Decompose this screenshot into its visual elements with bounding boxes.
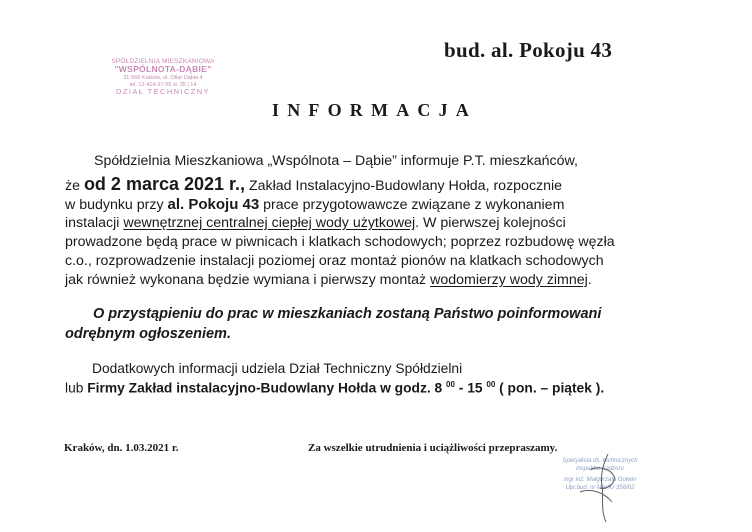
paragraph-line-3 xyxy=(65,196,564,213)
stamp-line-5: DZIAŁ TECHNICZNY xyxy=(116,86,210,96)
info-line-2-pre: lub xyxy=(65,380,88,396)
hours-start-minutes: 00 xyxy=(446,380,455,389)
paragraph-line-7-post: . xyxy=(587,272,592,288)
stamp-line-4: tel. 12-414-37-55 w. 35 | 14 xyxy=(129,81,197,88)
paragraph-line-3-post: prace przygotowawcze związane z wykonaniem xyxy=(259,197,565,213)
signature-line-3: mgr inż. Małgorzata Gołwin xyxy=(563,477,637,483)
paragraph-line-2 xyxy=(65,174,562,195)
stamp-line-2: "WSPÓLNOTA-DĄBIE" xyxy=(114,64,212,75)
place-and-date: Kraków, dn. 1.03.2021 r. xyxy=(64,442,179,454)
paragraph-line-3-pre: w budynku przy xyxy=(65,197,168,213)
stamp-line-3: 31-566 Kraków, ul. Ofiar Dąbia 4 xyxy=(123,75,203,82)
paragraph-line-2-post: Zakład Instalacyjno-Budowlany Hołda, rozpocznie xyxy=(245,178,563,194)
working-days: ( pon. – piątek ). xyxy=(495,380,605,396)
paragraph-line-4-pre: instalacji xyxy=(65,215,124,231)
handwritten-signature-icon xyxy=(560,452,630,524)
hours-end-minutes: 00 xyxy=(486,380,496,389)
signature-line-1: Specjalista ds. technicznych xyxy=(562,458,638,464)
info-line-2 xyxy=(65,380,604,396)
paragraph-line-5: prowadzone będą prace w piwnicach i klatkach schodowych; poprzez rozbudowę węzła xyxy=(65,234,615,250)
stamp-line-1: SPÓŁDZIELNIA MIESZKANIOWA xyxy=(111,58,215,65)
paragraph-line-7-pre: jak również wykonana będzie wymiana i pierwszy montaż xyxy=(65,272,431,288)
notice-line-2: odrębnym ogłoszeniem. xyxy=(65,326,231,342)
paragraph-line-1: Spółdzielnia Mieszkaniowa „Wspólnota – Dąbie” informuje P.T. mieszkańców, xyxy=(94,153,578,169)
cooperative-stamp xyxy=(88,58,238,96)
water-meters: wodomierzy wody zimnej xyxy=(430,272,588,288)
hours-mid: - 15 xyxy=(454,380,487,396)
paragraph-line-4-post: . W pierwszej kolejności xyxy=(415,215,566,231)
signature-line-2: inspektor nadzoru xyxy=(576,465,624,472)
apology-text: Za wszelkie utrudnienia i uciążliwości przepraszamy. xyxy=(308,442,558,454)
installation-type: wewnętrznej centralnej ciepłej wody użytkowej xyxy=(123,215,416,231)
paragraph-line-2-pre: że xyxy=(65,178,84,194)
info-line-1: Dodatkowych informacji udziela Dział Techniczny Spółdzielni xyxy=(92,361,463,376)
start-date: od 2 marca 2021 r., xyxy=(83,174,246,194)
contractor-hours: Firmy Zakład instalacyjno-Budowlany Hołda w godz. 8 xyxy=(87,380,447,396)
building-address: bud. al. Pokoju 43 xyxy=(444,38,613,62)
paragraph-line-6: c.o., rozprowadzenie instalacji poziomej oraz montaż pionów na klatkach schodowych xyxy=(65,253,604,269)
paragraph-line-7 xyxy=(65,272,592,288)
paragraph-line-4 xyxy=(65,215,566,231)
notice-line-1: O przystąpieniu do prac w mieszkaniach zostaną Państwo poinformowani xyxy=(93,306,602,322)
signature-line-4: Upr.bud. nr Mał/Kr 356/02 xyxy=(565,484,635,491)
document-title: INFORMACJA xyxy=(272,100,477,120)
building-name: al. Pokoju 43 xyxy=(167,196,260,213)
